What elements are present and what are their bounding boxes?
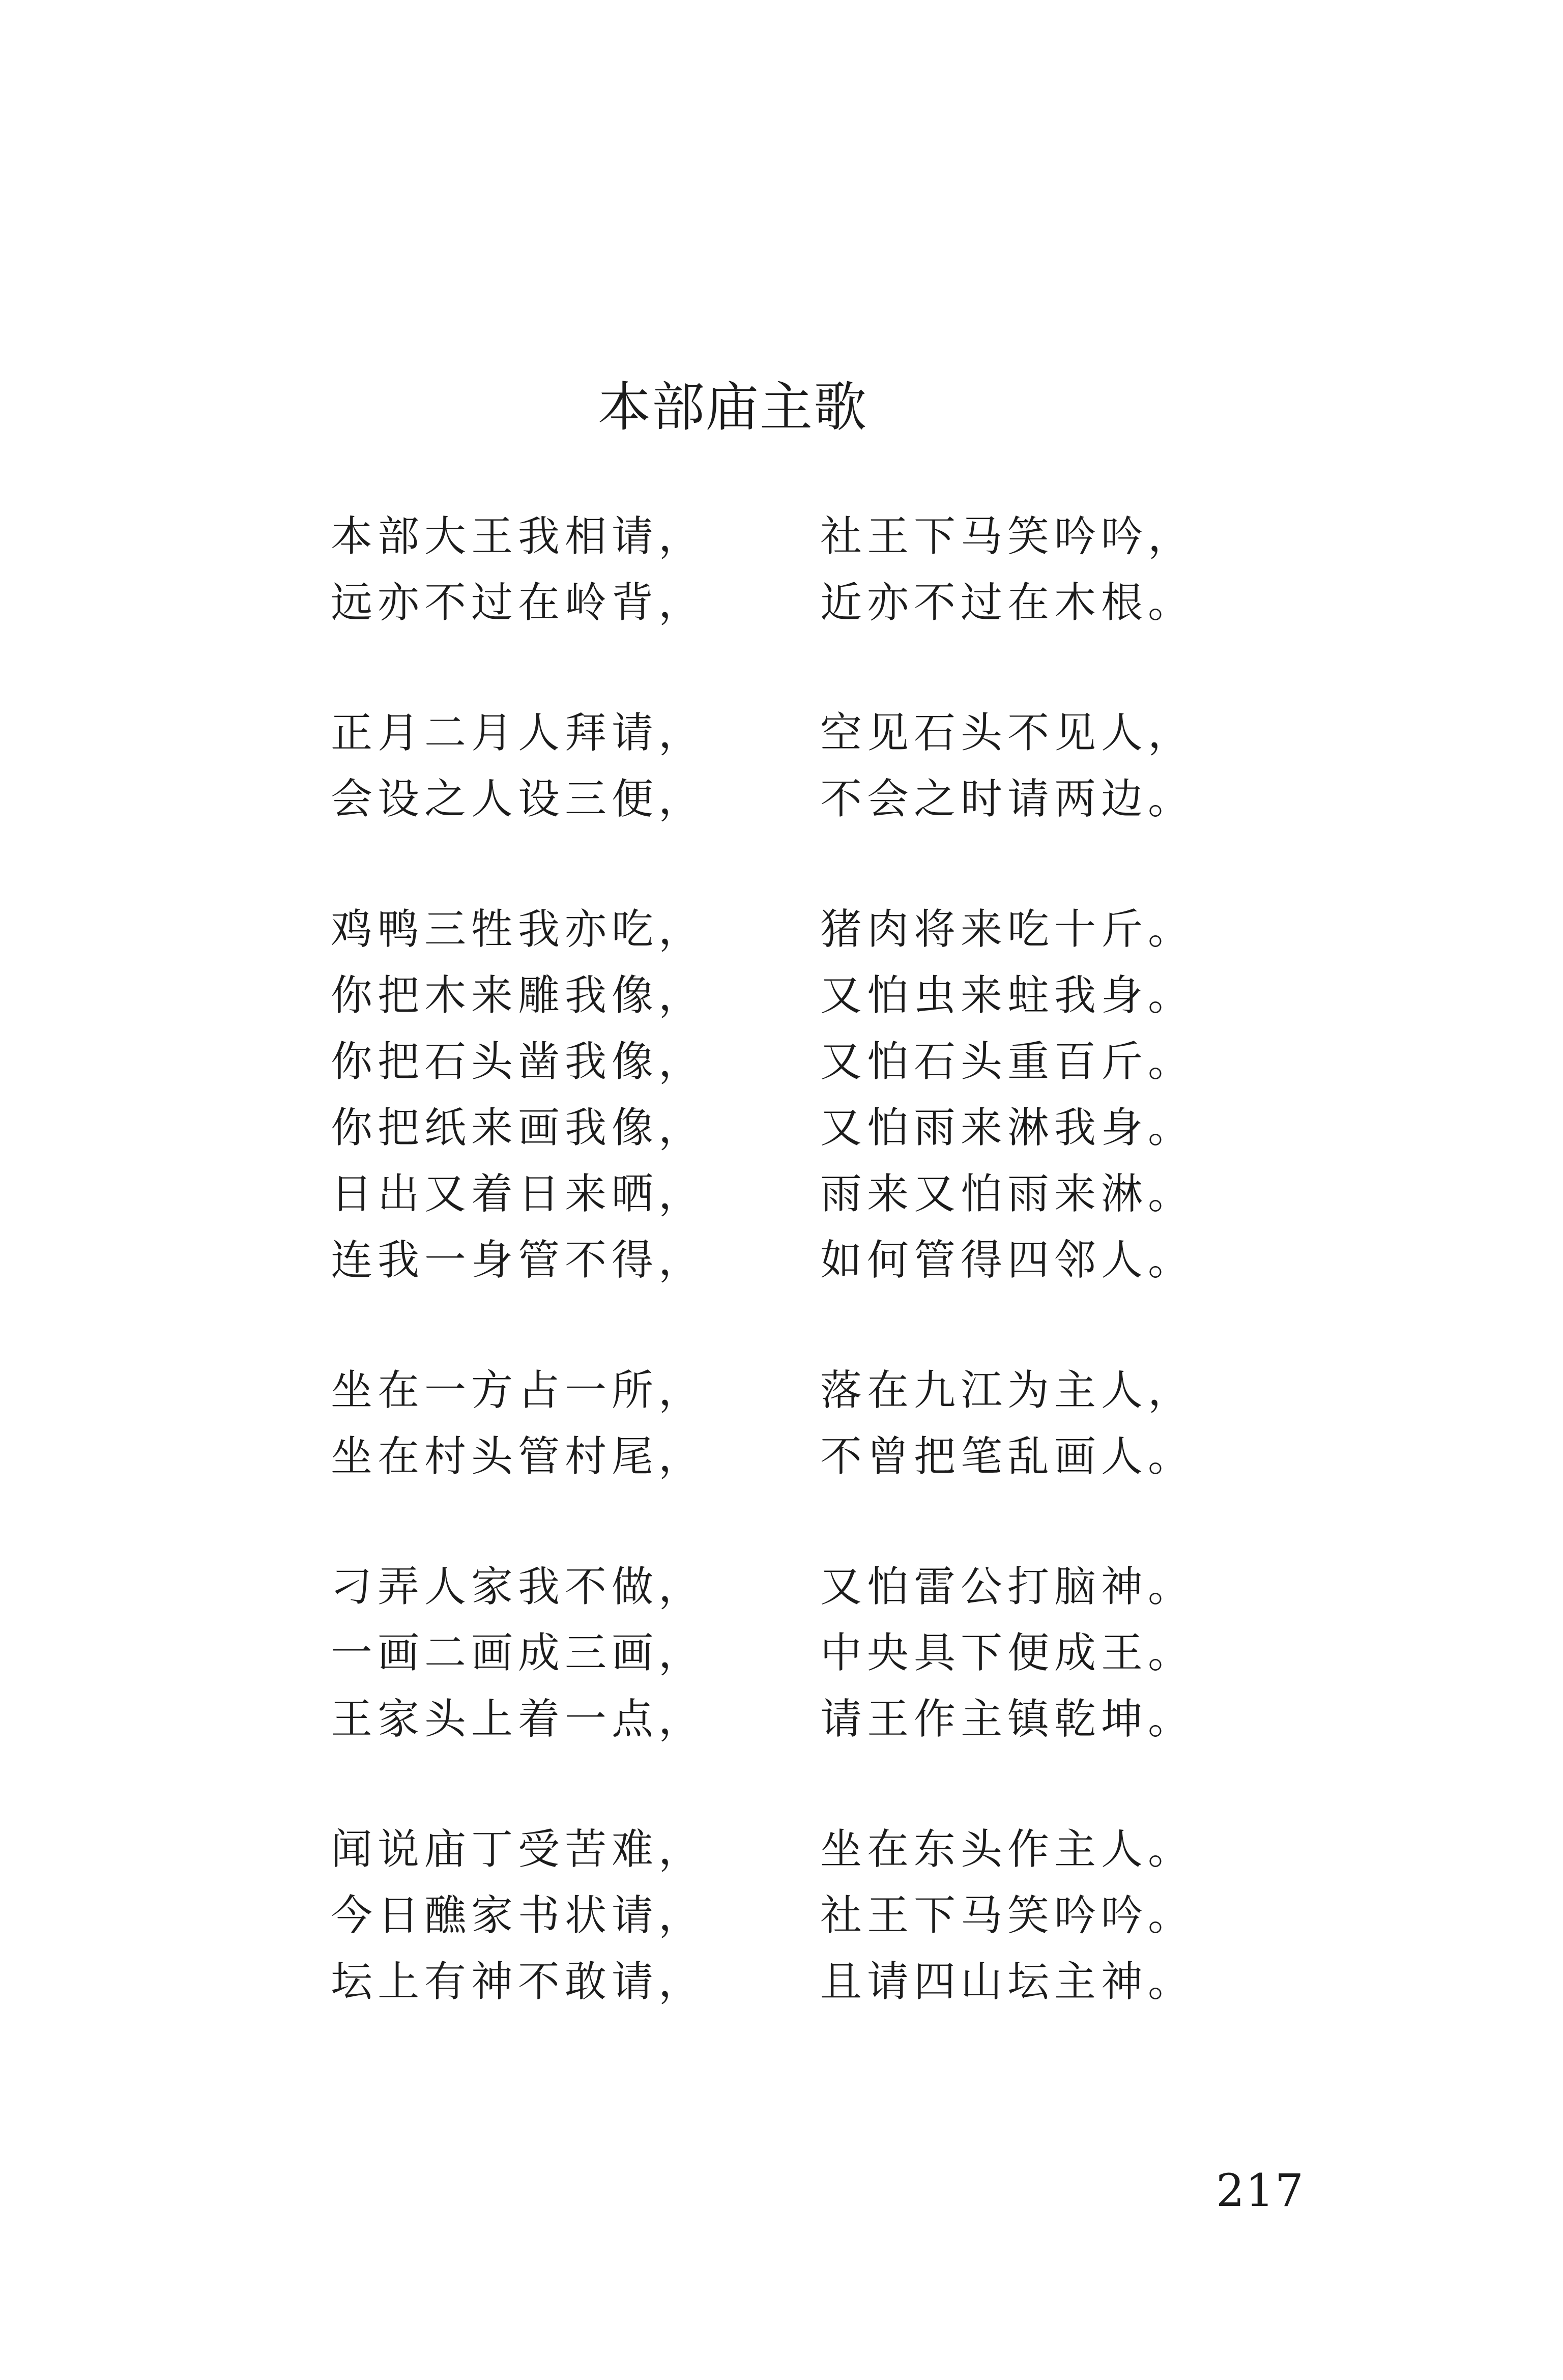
page-number: 217 bbox=[1216, 2164, 1305, 2217]
verse-line-right: 如何管得四邻人。 bbox=[820, 1236, 1195, 1284]
verse-line-right: 又怕雷公打脑神。 bbox=[820, 1563, 1195, 1611]
verse-line-right: 落在九江为主人， bbox=[820, 1366, 1195, 1415]
verse-line-left: 你把石头凿我像， bbox=[331, 1038, 706, 1086]
verse-line-left: 一画二画成三画， bbox=[331, 1629, 706, 1677]
verse-line-left: 鸡鸭三牲我亦吃， bbox=[331, 905, 706, 954]
verse-line-left: 坛上有神不敢请， bbox=[331, 1958, 706, 2006]
verse-line bbox=[0, 1161, 1563, 1227]
verse-line-left: 刁弄人家我不做， bbox=[331, 1563, 706, 1611]
verse-line bbox=[0, 1358, 1563, 1424]
verse-line bbox=[0, 963, 1563, 1029]
verse-line bbox=[0, 1949, 1563, 2015]
verse-line-left: 正月二月人拜请， bbox=[331, 709, 706, 757]
verse-line bbox=[0, 1620, 1563, 1686]
verse-line-left: 你把纸来画我像， bbox=[331, 1104, 706, 1152]
verse-line-right: 且请四山坛主神。 bbox=[820, 1958, 1195, 2006]
verse-line bbox=[0, 570, 1563, 636]
verse-line bbox=[0, 1227, 1563, 1294]
verse-line bbox=[0, 1883, 1563, 1949]
verse-line-left: 坐在一方占一所， bbox=[331, 1366, 706, 1415]
verse-line-right: 近亦不过在木根。 bbox=[820, 579, 1195, 627]
verse-line-right: 社王下马笑吟吟， bbox=[820, 512, 1195, 561]
verse-line-left: 远亦不过在岭背， bbox=[331, 579, 706, 627]
verse-line bbox=[0, 1817, 1563, 1883]
verse-line-left: 你把木来雕我像， bbox=[331, 971, 706, 1020]
verse-line-right: 不会之时请两边。 bbox=[820, 775, 1195, 823]
verse-line-right: 雨来又怕雨来淋。 bbox=[820, 1170, 1195, 1218]
stanza bbox=[0, 504, 1563, 636]
stanza bbox=[0, 1358, 1563, 1490]
verse-line-left: 日出又着日来晒， bbox=[331, 1170, 706, 1218]
verse-line-left: 闻说庙丁受苦难， bbox=[331, 1825, 706, 1874]
verse-line bbox=[0, 1029, 1563, 1095]
verse-line-right: 社王下马笑吟吟。 bbox=[820, 1891, 1195, 1940]
verse-line-right: 坐在东头作主人。 bbox=[820, 1825, 1195, 1874]
poem-body bbox=[0, 504, 1563, 2079]
verse-line-left: 连我一身管不得， bbox=[331, 1236, 706, 1284]
verse-line-right: 请王作主镇乾坤。 bbox=[820, 1695, 1195, 1743]
stanza bbox=[0, 1817, 1563, 2015]
verse-line-right: 又怕虫来蛀我身。 bbox=[820, 971, 1195, 1020]
verse-line bbox=[0, 1424, 1563, 1490]
verse-line bbox=[0, 700, 1563, 766]
stanza bbox=[0, 1554, 1563, 1753]
verse-line bbox=[0, 504, 1563, 570]
verse-line bbox=[0, 1686, 1563, 1753]
verse-line bbox=[0, 1095, 1563, 1161]
verse-line-left: 坐在村头管村尾， bbox=[331, 1432, 706, 1481]
poem-title: 本部庙主歌 bbox=[597, 376, 867, 438]
verse-line bbox=[0, 897, 1563, 963]
verse-line-left: 今日醮家书状请， bbox=[331, 1891, 706, 1940]
verse-line-left: 王家头上着一点， bbox=[331, 1695, 706, 1743]
stanza bbox=[0, 897, 1563, 1294]
verse-line-right: 又怕石头重百斤。 bbox=[820, 1038, 1195, 1086]
verse-line bbox=[0, 766, 1563, 833]
stanza bbox=[0, 700, 1563, 833]
verse-line-right: 中央具下便成王。 bbox=[820, 1629, 1195, 1677]
verse-line-right: 空见石头不见人， bbox=[820, 709, 1195, 757]
verse-line-right: 猪肉将来吃十斤。 bbox=[820, 905, 1195, 954]
verse-line-left: 会设之人设三便， bbox=[331, 775, 706, 823]
verse-line bbox=[0, 1554, 1563, 1620]
verse-line-left: 本部大王我相请， bbox=[331, 512, 706, 561]
verse-line-right: 又怕雨来淋我身。 bbox=[820, 1104, 1195, 1152]
verse-line-right: 不曾把笔乱画人。 bbox=[820, 1432, 1195, 1481]
